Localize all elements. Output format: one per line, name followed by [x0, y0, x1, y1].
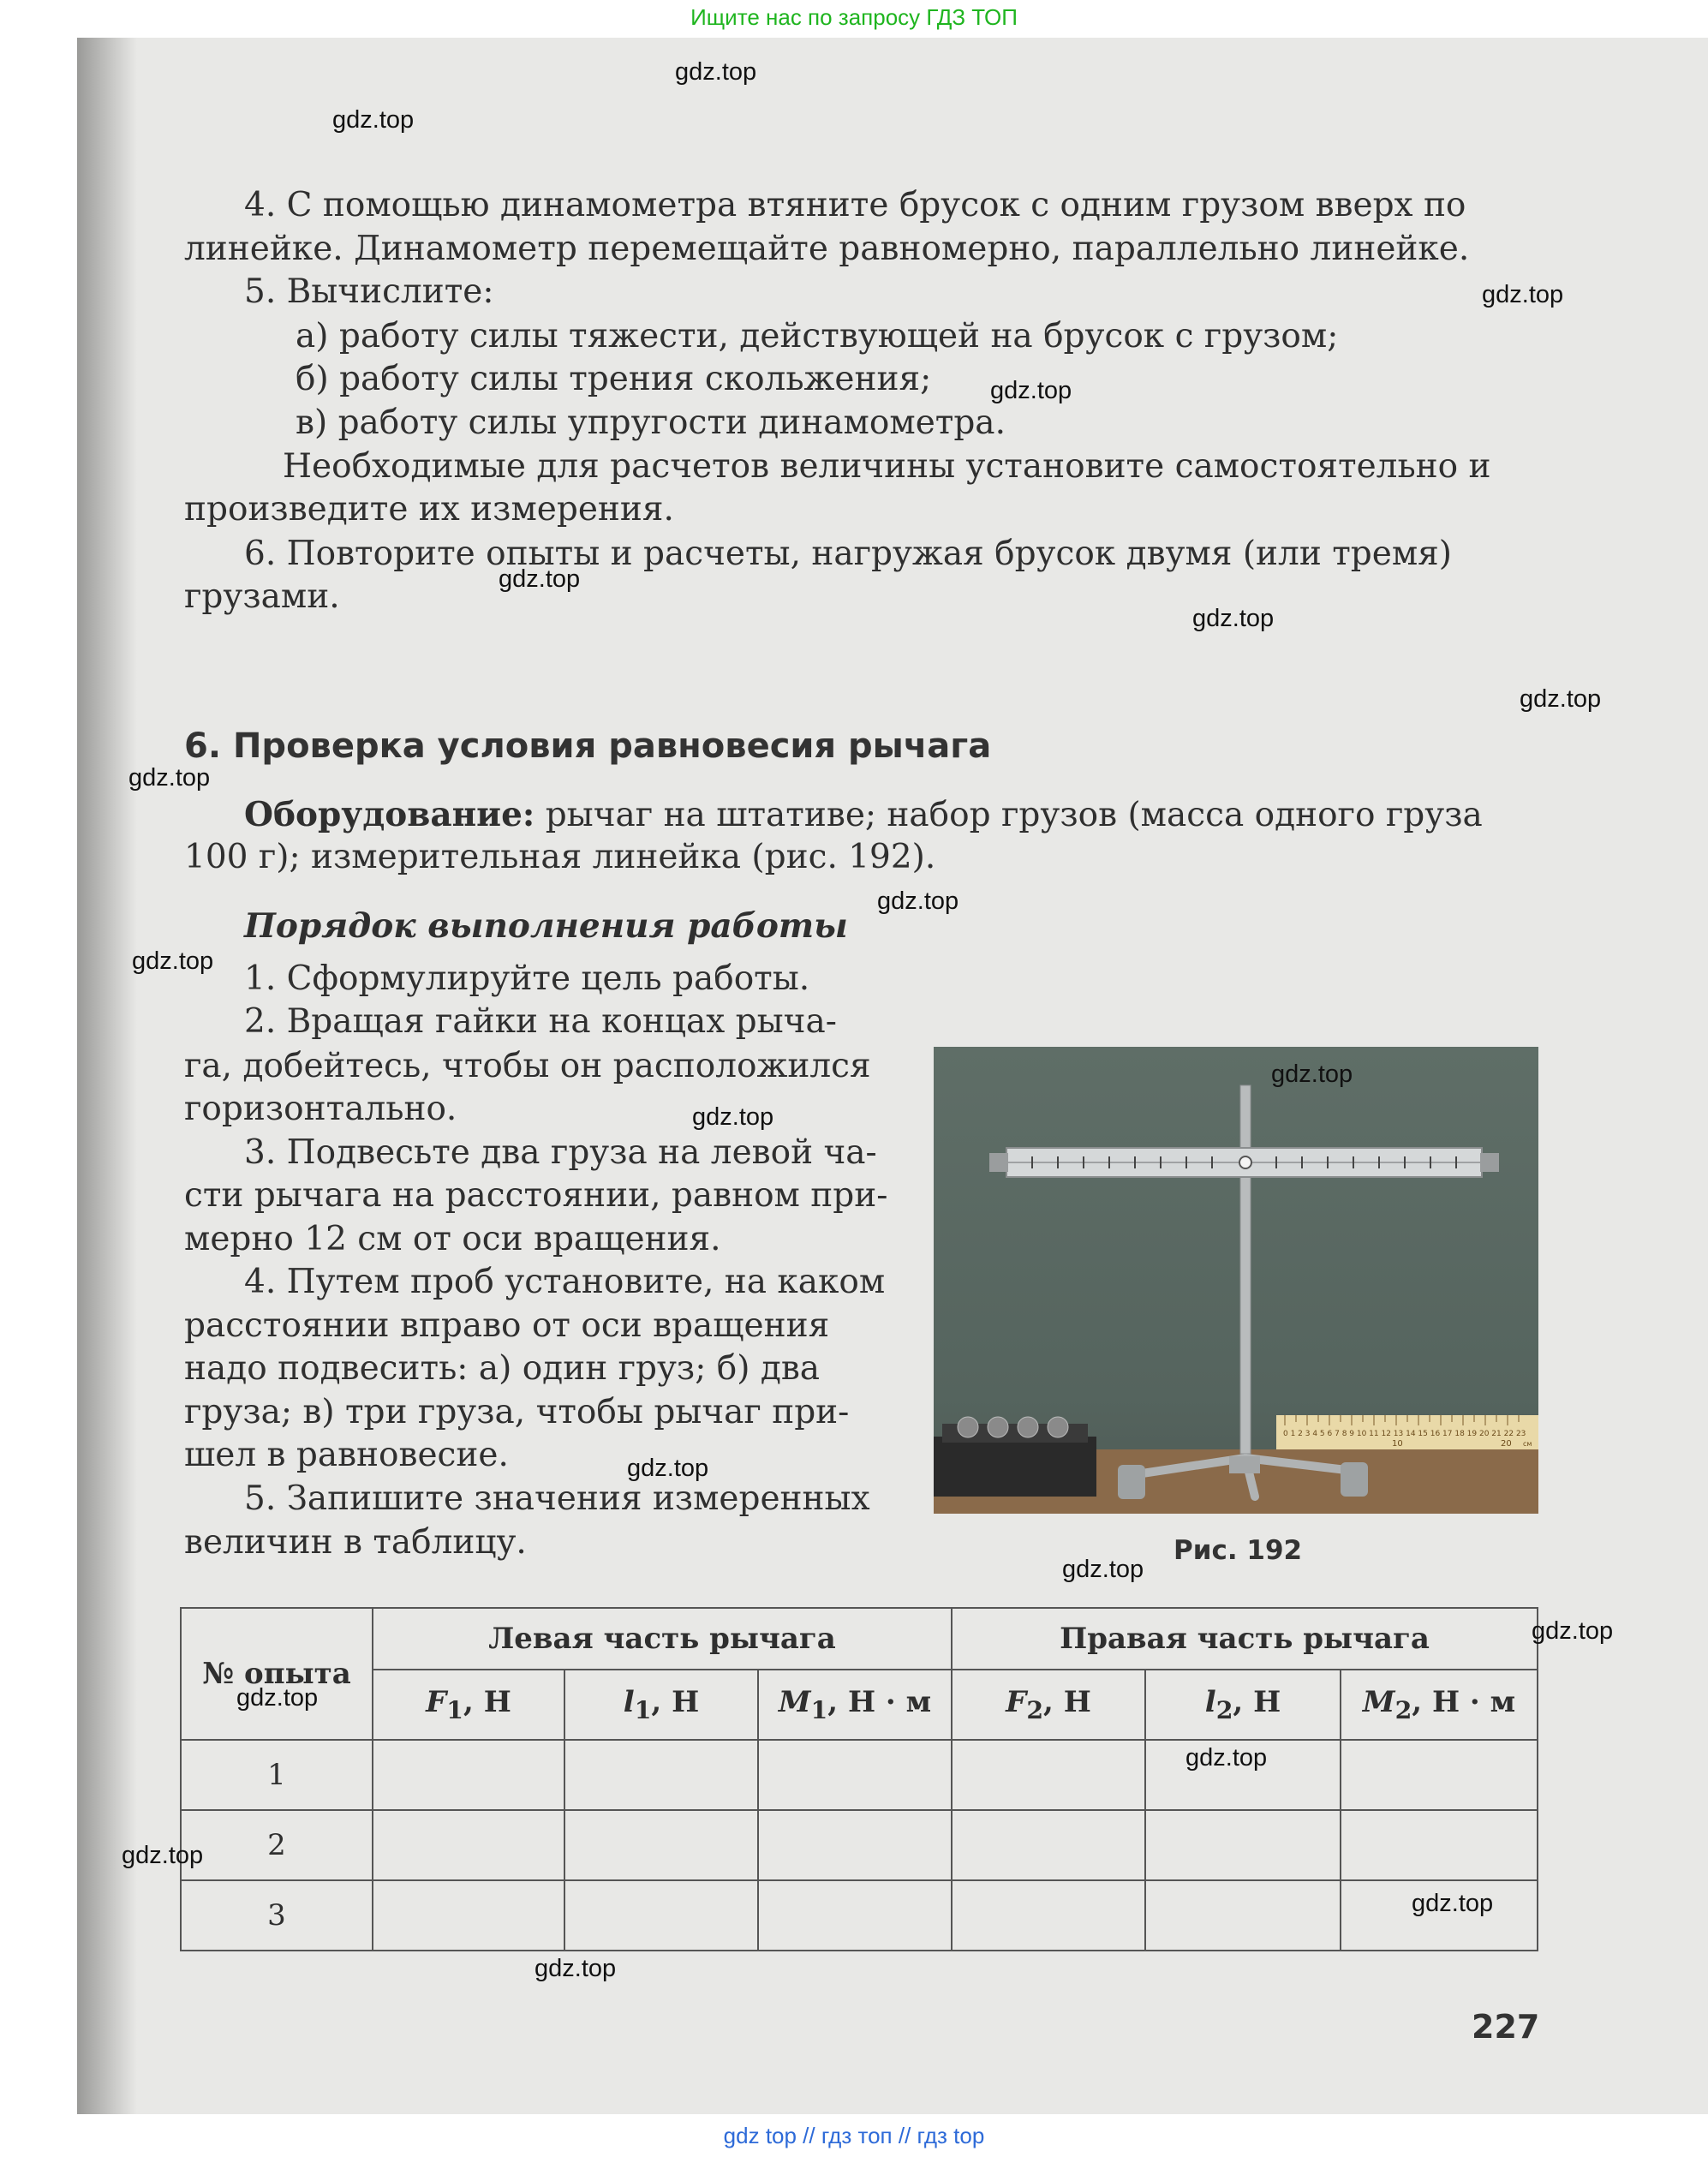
watermark: gdz.top	[128, 764, 211, 792]
watermark: gdz.top	[1532, 1617, 1614, 1645]
equipment-text: рычаг на штативе; набор грузов (масса одного груза	[534, 796, 1483, 834]
watermark: gdz.top	[990, 377, 1072, 404]
weights-box	[934, 1437, 1096, 1497]
header-f2: $F_2$, Н	[952, 1670, 1145, 1740]
table-cell	[758, 1740, 952, 1810]
watermark: gdz.top	[1185, 1744, 1268, 1772]
watermark: gdz.top	[1520, 685, 1602, 713]
text-line: 6. Повторите опыты и расчеты, нагружая брусок двумя (или тремя)	[244, 535, 1452, 573]
table-cell	[373, 1880, 564, 1951]
procedure-title: Порядок выполнения работы	[244, 906, 848, 946]
equipment-line	[244, 793, 1483, 837]
lever-photo	[934, 1047, 1538, 1514]
header-right-part: Правая часть рычага	[952, 1608, 1538, 1670]
step-line: надо подвесить: а) один груз; б) два	[184, 1349, 821, 1388]
table-cell	[1145, 1880, 1341, 1951]
watermark: gdz.top	[122, 1842, 204, 1869]
equipment-label: Оборудование:	[244, 795, 535, 834]
text-line: грузами.	[184, 577, 340, 616]
watermark: gdz.top	[1482, 281, 1564, 308]
lever-illustration	[934, 1047, 1538, 1514]
watermark: gdz.top	[1412, 1890, 1494, 1917]
header-l2: $l_2$, Н	[1145, 1670, 1341, 1740]
watermark: gdz.top	[132, 947, 214, 975]
figure-caption: Рис. 192	[1174, 1535, 1303, 1566]
watermark: gdz.top	[534, 1955, 617, 1982]
text-line: а) работу силы тяжести, действующей на брусок с грузом;	[296, 317, 1339, 356]
row-number: 1	[181, 1740, 373, 1810]
section-heading: 6. Проверка условия равновесия рычага	[184, 726, 992, 766]
table-cell	[952, 1880, 1145, 1951]
watermark: gdz.top	[675, 58, 757, 86]
table-cell	[373, 1810, 564, 1880]
page-spine-shadow	[77, 38, 137, 2114]
watermark: gdz.top	[692, 1103, 774, 1131]
table-cell	[952, 1740, 1145, 1810]
pivot-axis	[1239, 1156, 1251, 1168]
results-table	[180, 1607, 1538, 1951]
watermark: gdz.top	[1192, 605, 1275, 632]
table-cell	[1145, 1810, 1341, 1880]
header-experiment-number: № опыта	[181, 1608, 373, 1740]
table-row	[181, 1740, 1538, 1810]
watermark: gdz.top	[877, 887, 959, 915]
text-line: 5. Вычислите:	[244, 272, 494, 311]
step-line: га, добейтесь, чтобы он расположился	[184, 1047, 871, 1085]
table-cell	[758, 1880, 952, 1951]
header-left-part: Левая часть рычага	[373, 1608, 952, 1670]
stand-rod	[1240, 1085, 1251, 1454]
table-row	[181, 1810, 1538, 1880]
watermark: gdz.top	[1062, 1556, 1144, 1583]
table-cell	[952, 1810, 1145, 1880]
step-line: 4. Путем проб установите, на каком	[244, 1263, 886, 1301]
step-line: груза; в) три груза, чтобы рычаг при-	[184, 1393, 850, 1431]
ruler-mark-10: 10	[1392, 1439, 1403, 1449]
table-cell	[564, 1880, 758, 1951]
watermark: gdz.top	[627, 1455, 709, 1482]
text-line: Необходимые для расчетов величины установите самостоятельно и	[283, 447, 1491, 486]
step-line: горизонтально.	[184, 1090, 457, 1128]
step-line: сти рычага на расстоянии, равном при-	[184, 1176, 888, 1215]
table-cell	[564, 1810, 758, 1880]
table-cell	[758, 1810, 952, 1880]
step-line: 2. Вращая гайки на концах рыча-	[244, 1002, 837, 1041]
table-cell	[373, 1740, 564, 1810]
header-l1: $l_1$, Н	[564, 1670, 758, 1740]
text-line: линейке. Динамометр перемещайте равномерно, параллельно линейке.	[184, 230, 1470, 268]
left-nut	[989, 1153, 1008, 1172]
step-line: шел в равновесие.	[184, 1436, 509, 1474]
table-cell	[564, 1740, 758, 1810]
step-line: величин в таблицу.	[184, 1523, 527, 1562]
top-banner[interactable]: Ищите нас по запросу ГДЗ ТОП	[0, 0, 1708, 38]
step-line: 5. Запишите значения измеренных	[244, 1479, 870, 1518]
text-line: 100 г); измерительная линейка (рис. 192).	[184, 838, 936, 876]
watermark: gdz.top	[236, 1684, 319, 1712]
bottom-banner[interactable]: gdz top // гдз топ // гдз top	[0, 2114, 1708, 2157]
row-number: 3	[181, 1880, 373, 1951]
right-nut	[1480, 1153, 1499, 1172]
step-line: расстоянии вправо от оси вращения	[184, 1306, 830, 1345]
page-number: 227	[1472, 2008, 1540, 2046]
text-line: произведите их измерения.	[184, 490, 674, 529]
text-line: 4. С помощью динамометра втяните брусок с одним грузом вверх по	[244, 186, 1466, 224]
ruler-scale-label: 0 1 2 3 4 5 6 7 8 9 10 11 12 13 14 15 16 17 18 19 20 21 22 23	[1283, 1430, 1526, 1438]
step-line: 1. Сформулируйте цель работы.	[244, 959, 810, 998]
table-row	[181, 1880, 1538, 1951]
watermark: gdz.top	[499, 565, 581, 593]
row-number: 2	[181, 1810, 373, 1880]
step-line: мерно 12 см от оси вращения.	[184, 1220, 721, 1258]
step-line: 3. Подвесьте два груза на левой ча-	[244, 1133, 877, 1172]
ruler-unit: см	[1523, 1440, 1532, 1448]
text-line: б) работу силы трения скольжения;	[296, 360, 932, 398]
watermark: gdz.top	[332, 106, 415, 134]
header-m1: $M_1$, Н · м	[758, 1670, 952, 1740]
header-f1: $F_1$, Н	[373, 1670, 564, 1740]
text-line: в) работу силы упругости динамометра.	[296, 403, 1006, 442]
table-cell	[1341, 1740, 1538, 1810]
header-m2: $M_2$, Н · м	[1341, 1670, 1538, 1740]
ruler-mark-20: 20	[1501, 1439, 1512, 1449]
table-cell	[1341, 1810, 1538, 1880]
watermark: gdz.top	[1271, 1061, 1353, 1088]
